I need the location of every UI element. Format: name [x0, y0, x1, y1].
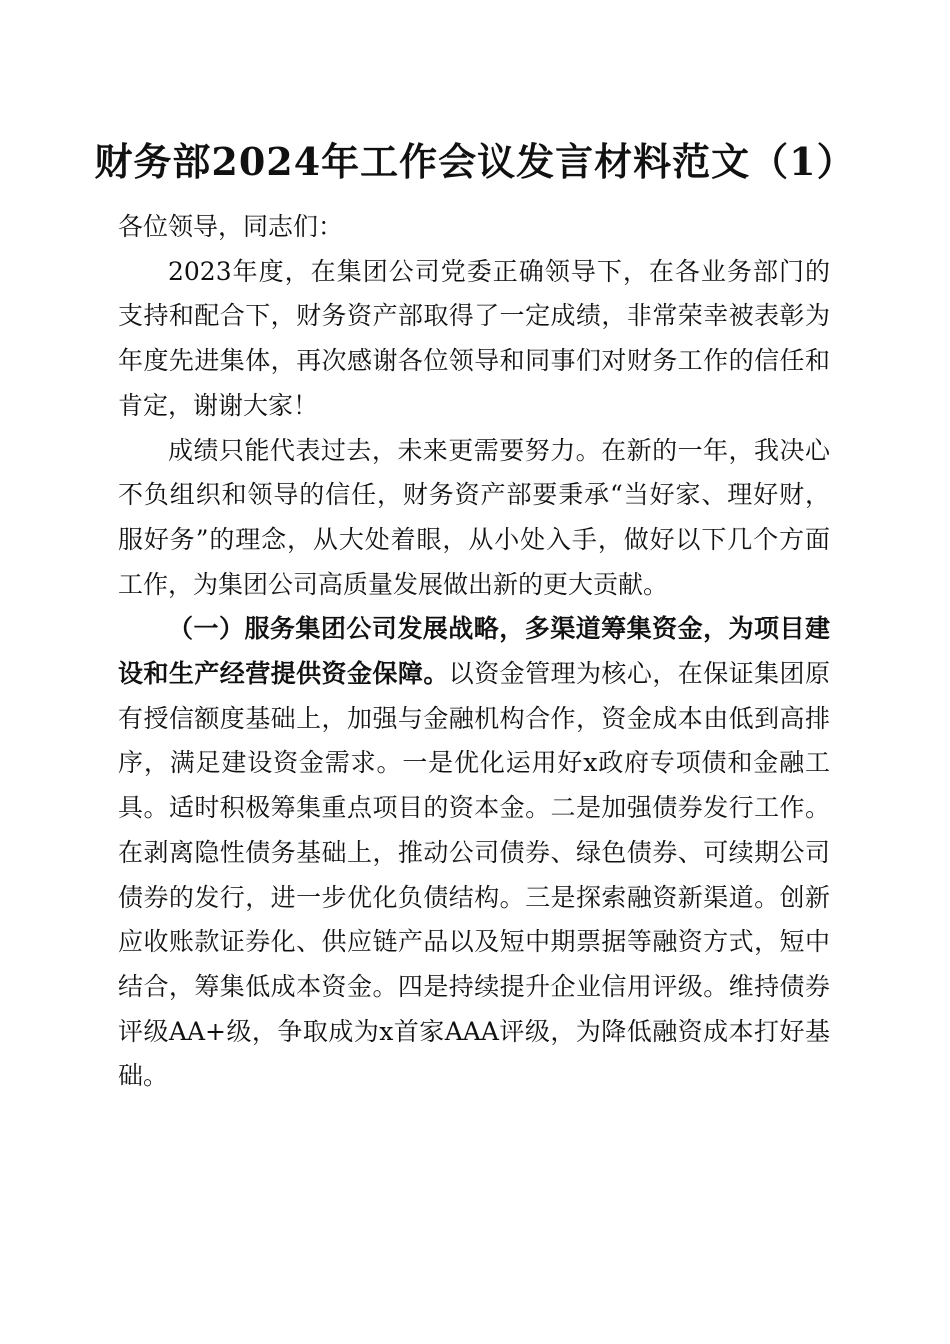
paragraph-commitment	[118, 429, 830, 608]
section-heading: （一）服务集团公司发展战略，多渠道筹集资金，为项目建设和生产经营提供资金保障。	[118, 614, 830, 689]
paragraph-text: 以资金管理为核心，在保证集团原有授信额度基础上，加强与金融机构合作，资金成本由低到高排序，满足建设资金需求。一是优化运用好x政府专项债和金融工具。适时积极筹集重点项目的资本金。二是加强债券发行工作。在剥离隐性债务基础上，推动公司债券、绿色债券、可续期公司债券的发行，进一步优化负债结构。三是探索融资新渠道。创新应收账款证券化、供应链产品以及短中期票据等融资方式，短中结合，筹集低成本资金。四是持续提升企业信用评级。维持债券评级AA+级，争取成为x首家AAA评级，为降低融资成本打好基础。	[118, 659, 830, 1091]
paragraph-section-one	[118, 607, 830, 1099]
paragraph-text: 成绩只能代表过去，未来更需要努力。在新的一年，我决心不负组织和领导的信任，财务资产部要秉承“当好家、理好财，服好务”的理念，从大处着眼，从小处入手，做好以下几个方面工作，为集团公司高质量发展做出新的更大贡献。	[118, 435, 830, 599]
paragraph-text: 2023年度，在集团公司党委正确领导下，在各业务部门的支持和配合下，财务资产部取得了一定成绩，非常荣幸被表彰为年度先进集体，再次感谢各位领导和同事们对财务工作的信任和肯定，谢谢大家！	[118, 256, 830, 420]
document-body	[118, 205, 830, 1099]
document-title: 财务部2024年工作会议发言材料范文（1）	[94, 139, 856, 184]
salutation: 各位领导，同志们：	[118, 212, 344, 241]
paragraph-intro	[118, 250, 830, 429]
